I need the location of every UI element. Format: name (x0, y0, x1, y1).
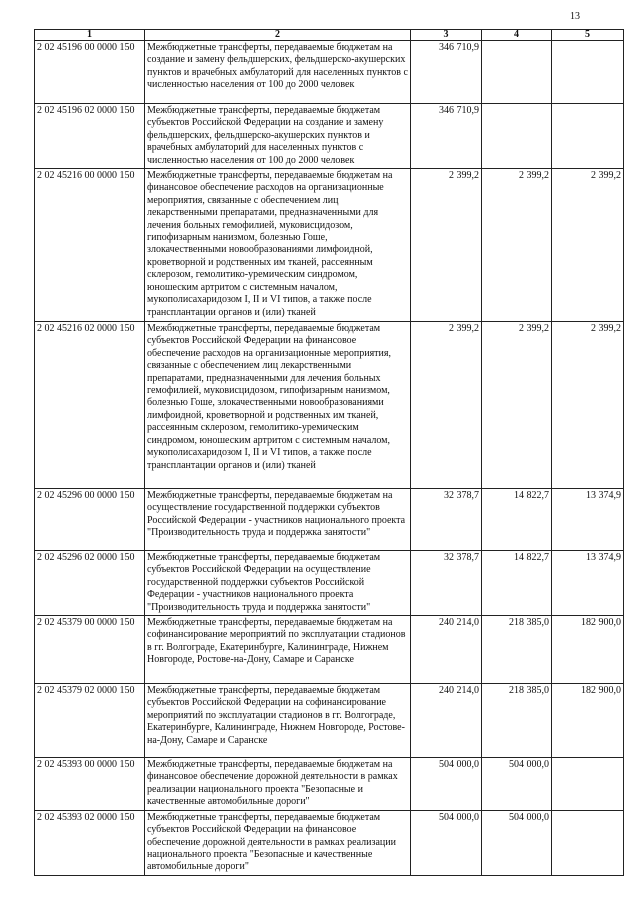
table-row (35, 104, 624, 169)
table-header-row (35, 30, 624, 41)
value-col3-cell: 2 399,2 (411, 322, 482, 489)
value-col5-cell (552, 810, 624, 875)
budget-code-cell: 2 02 45196 00 0000 150 (35, 41, 145, 104)
page-number: 13 (570, 11, 580, 22)
description-cell: Межбюджетные трансферты, передаваемые бюджетам субъектов Российской Федерации на создание и замену фельдшерских, фельдшерско-акушерских пунктов и врачебных амбулаторий для населенных пунктов с численностью населения от 100 до 2000 человек (145, 104, 411, 169)
budget-revenue-table (34, 29, 624, 876)
description-cell: Межбюджетные трансферты, передаваемые бюджетам на финансовое обеспечение дорожной деятельности в рамках реализации национального проекта "Безопасные и качественные автомобильные дороги" (145, 758, 411, 811)
value-col5-cell: 2 399,2 (552, 169, 624, 322)
value-col5-cell: 2 399,2 (552, 322, 624, 489)
column-header: 4 (482, 30, 552, 41)
table-row (35, 684, 624, 758)
budget-code-cell: 2 02 45196 02 0000 150 (35, 104, 145, 169)
value-col3-cell: 240 214,0 (411, 616, 482, 684)
value-col4-cell: 2 399,2 (482, 322, 552, 489)
table-row (35, 41, 624, 104)
table-row (35, 169, 624, 322)
value-col4-cell: 2 399,2 (482, 169, 552, 322)
value-col3-cell: 346 710,9 (411, 104, 482, 169)
value-col3-cell: 32 378,7 (411, 489, 482, 551)
table-row (35, 322, 624, 489)
table-row (35, 616, 624, 684)
budget-code-cell: 2 02 45216 02 0000 150 (35, 322, 145, 489)
value-col3-cell: 504 000,0 (411, 758, 482, 811)
value-col3-cell: 504 000,0 (411, 810, 482, 875)
table-row (35, 551, 624, 616)
value-col3-cell: 32 378,7 (411, 551, 482, 616)
value-col4-cell: 504 000,0 (482, 758, 552, 811)
description-cell: Межбюджетные трансферты, передаваемые бюджетам субъектов Российской Федерации на софинансирование мероприятий по эксплуатации стадионов в гг. Волгограде, Екатеринбурге, Калининграде, Нижнем Новгороде, Ростове-на-Дону, Самаре и Саранске (145, 684, 411, 758)
table-row (35, 758, 624, 811)
table-row (35, 810, 624, 875)
description-cell: Межбюджетные трансферты, передаваемые бюджетам субъектов Российской Федерации на осуществление государственной поддержки субъектов Российской Федерации - участников национального проекта "Производительность труда и поддержка занятости" (145, 551, 411, 616)
description-cell: Межбюджетные трансферты, передаваемые бюджетам субъектов Российской Федерации на финансовое обеспечение дорожной деятельности в рамках реализации национального проекта "Безопасные и качественные автомобильные дороги" (145, 810, 411, 875)
column-header: 2 (145, 30, 411, 41)
budget-code-cell: 2 02 45393 02 0000 150 (35, 810, 145, 875)
column-header: 1 (35, 30, 145, 41)
value-col4-cell (482, 41, 552, 104)
column-header: 5 (552, 30, 624, 41)
budget-code-cell: 2 02 45393 00 0000 150 (35, 758, 145, 811)
value-col4-cell: 14 822,7 (482, 551, 552, 616)
budget-code-cell: 2 02 45296 00 0000 150 (35, 489, 145, 551)
description-cell: Межбюджетные трансферты, передаваемые бюджетам на осуществление государственной поддержки субъектов Российской Федерации - участников национального проекта "Производительность труда и поддержка занятости" (145, 489, 411, 551)
value-col4-cell: 504 000,0 (482, 810, 552, 875)
value-col3-cell: 240 214,0 (411, 684, 482, 758)
budget-code-cell: 2 02 45296 02 0000 150 (35, 551, 145, 616)
description-cell: Межбюджетные трансферты, передаваемые бюджетам субъектов Российской Федерации на финансовое обеспечение расходов на организационные мероприятия, связанные с обеспечением лиц лекарственными препаратами, предназначенными для лечения больных гемофилией, муковисцидозом, гипофизарным нанизмом, болезнью Гоше, злокачественными новообразованиями лимфоидной, кроветворной и родственных им тканей, рассеянным склерозом, гемолитико-уремическим синдромом, юношеским артритом с системным началом, мукополисахаридозом I, II и VI типов, а также после трансплантации органов и (или) тканей (145, 322, 411, 489)
budget-code-cell: 2 02 45379 02 0000 150 (35, 684, 145, 758)
description-cell: Межбюджетные трансферты, передаваемые бюджетам на создание и замену фельдшерских, фельдшерско-акушерских пунктов и врачебных амбулаторий для населенных пунктов с численностью населения от 100 до 2000 человек (145, 41, 411, 104)
column-header: 3 (411, 30, 482, 41)
value-col5-cell (552, 104, 624, 169)
value-col5-cell: 13 374,9 (552, 551, 624, 616)
value-col4-cell: 14 822,7 (482, 489, 552, 551)
value-col5-cell: 182 900,0 (552, 684, 624, 758)
value-col4-cell: 218 385,0 (482, 684, 552, 758)
value-col5-cell (552, 758, 624, 811)
budget-code-cell: 2 02 45216 00 0000 150 (35, 169, 145, 322)
value-col3-cell: 2 399,2 (411, 169, 482, 322)
value-col5-cell: 182 900,0 (552, 616, 624, 684)
budget-code-cell: 2 02 45379 00 0000 150 (35, 616, 145, 684)
value-col5-cell (552, 41, 624, 104)
description-cell: Межбюджетные трансферты, передаваемые бюджетам на софинансирование мероприятий по эксплуатации стадионов в гг. Волгограде, Екатеринбурге, Калининграде, Нижнем Новгороде, Ростове-на-Дону, Самаре и Саранске (145, 616, 411, 684)
value-col5-cell: 13 374,9 (552, 489, 624, 551)
description-cell: Межбюджетные трансферты, передаваемые бюджетам на финансовое обеспечение расходов на организационные мероприятия, связанные с обеспечением лиц лекарственными препаратами, предназначенными для лечения больных гемофилией, муковисцидозом, гипофизарным нанизмом, болезнью Гоше, злокачественными новообразованиями лимфоидной, кроветворной и родственных им тканей, рассеянным склерозом, гемолитико-уремическим синдромом, юношеским артритом с системным началом, мукополисахаридозом I, II и VI типов, а также после трансплантации органов и (или) тканей (145, 169, 411, 322)
value-col4-cell (482, 104, 552, 169)
value-col4-cell: 218 385,0 (482, 616, 552, 684)
value-col3-cell: 346 710,9 (411, 41, 482, 104)
table-row (35, 489, 624, 551)
